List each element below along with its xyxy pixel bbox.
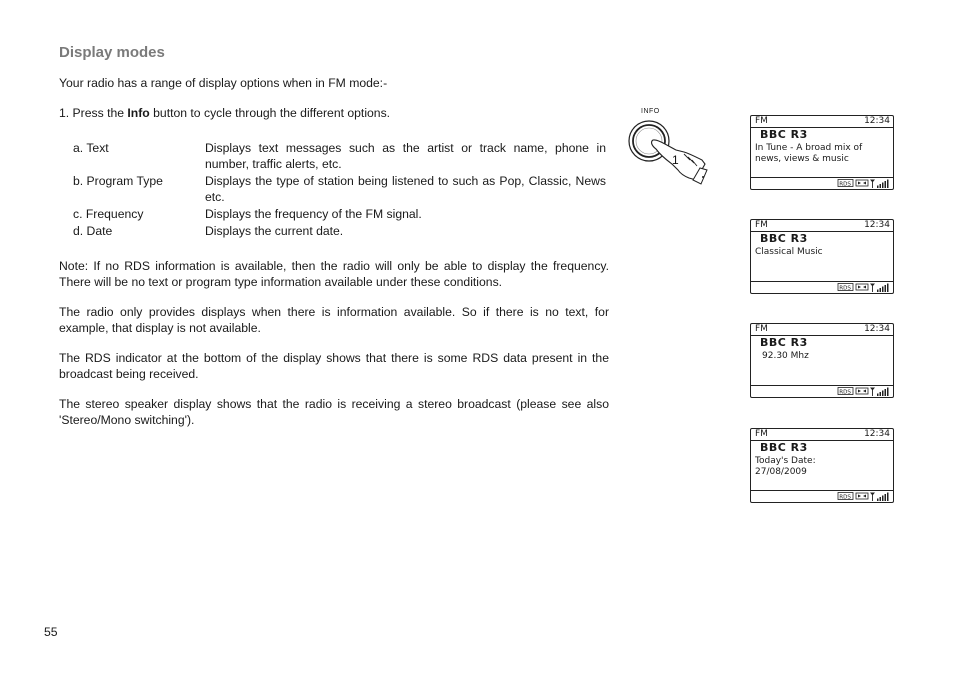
- lcd-display-program-type-mode: [750, 219, 894, 294]
- lcd-info-line-2: news, views & music: [755, 154, 849, 164]
- antenna-icon: [870, 493, 875, 502]
- lcd-info-line-1: Today's Date:: [755, 456, 816, 466]
- lcd-info-line-1: In Tune - A broad mix of: [755, 143, 863, 153]
- lcd-info-line-1: Classical Music: [755, 247, 823, 257]
- lcd-header: [751, 429, 893, 441]
- step-number-label: 1: [672, 153, 679, 167]
- info-keyword: Info: [127, 106, 150, 120]
- step-1-text: [59, 105, 609, 121]
- stereo-speaker-icon: [856, 284, 868, 290]
- lcd-clock: 12:34: [864, 220, 890, 230]
- lcd-clock: 12:34: [864, 324, 890, 334]
- page-number: 55: [44, 625, 58, 639]
- rds-label: RDS: [839, 389, 851, 396]
- step-1-suffix: button to cycle through the different options.: [149, 106, 391, 120]
- option-label-program-type: b. Program Type: [73, 174, 163, 188]
- lcd-status-icons: [837, 386, 891, 397]
- rds-icon: [838, 388, 853, 396]
- rds-label: RDS: [839, 181, 851, 188]
- option-desc-text: Displays text messages such as the artist or track name, phone in number, traffic alerts, etc.: [205, 141, 606, 171]
- lcd-status-icons: [837, 178, 891, 189]
- rds-icon: [838, 284, 853, 292]
- antenna-icon: [870, 180, 875, 189]
- lcd-info-text: [762, 351, 896, 362]
- lcd-header: [751, 324, 893, 336]
- lcd-info-text: [755, 456, 889, 478]
- lcd-info-text: [755, 143, 889, 165]
- option-desc-date: Displays the current date.: [205, 224, 344, 238]
- lcd-info-line-2: 27/08/2009: [755, 467, 807, 477]
- note-paragraph: Note: If no RDS information is available, then the radio will only be able to display the frequency. There will be no text or program type information available under these conditions.: [59, 259, 609, 289]
- option-label-date: d. Date: [73, 224, 113, 238]
- availability-paragraph: The radio only provides displays when there is information available. So if there is no text, for example, that display is not available.: [59, 305, 609, 335]
- info-button-icon: [628, 116, 710, 188]
- lcd-clock: 12:34: [864, 116, 890, 126]
- lcd-header: [751, 220, 893, 232]
- lcd-display-text-mode: [750, 115, 894, 190]
- lcd-status-icons: [837, 282, 891, 293]
- lcd-station-name: BBC R3: [760, 441, 808, 454]
- signal-strength-icon: [877, 284, 889, 293]
- lcd-mode-label: FM: [755, 220, 768, 230]
- hand-press-icon: [652, 140, 707, 184]
- lcd-station-name: BBC R3: [760, 128, 808, 141]
- rds-label: RDS: [839, 285, 851, 292]
- stereo-speaker-icon: [856, 180, 868, 186]
- lcd-station-name: BBC R3: [760, 336, 808, 349]
- lcd-mode-label: FM: [755, 324, 768, 334]
- option-desc-program-type: Displays the type of station being listened to such as Pop, Classic, News etc.: [205, 174, 606, 204]
- lcd-station-name: BBC R3: [760, 232, 808, 245]
- stereo-speaker-icon: [856, 388, 868, 394]
- lcd-display-frequency-mode: [750, 323, 894, 398]
- antenna-icon: [870, 284, 875, 293]
- lcd-clock: 12:34: [864, 429, 890, 439]
- lcd-header: [751, 116, 893, 128]
- antenna-icon: [870, 388, 875, 397]
- lcd-info-text: [755, 247, 889, 258]
- rds-label: RDS: [839, 494, 851, 501]
- signal-strength-icon: [877, 180, 889, 189]
- option-label-frequency: c. Frequency: [73, 207, 144, 221]
- signal-strength-icon: [877, 493, 889, 502]
- stereo-speaker-icon: [856, 493, 868, 499]
- option-label-text: a. Text: [73, 141, 109, 155]
- page-title: Display modes: [59, 44, 165, 61]
- rds-icon: [838, 493, 853, 501]
- stereo-paragraph: The stereo speaker display shows that the radio is receiving a stereo broadcast (please see also 'Stereo/Mono switching').: [59, 397, 609, 427]
- rds-paragraph: The RDS indicator at the bottom of the display shows that there is some RDS data present in the broadcast being received.: [59, 351, 609, 381]
- signal-strength-icon: [877, 388, 889, 397]
- rds-icon: [838, 180, 853, 188]
- lcd-mode-label: FM: [755, 429, 768, 439]
- step-1-prefix: 1. Press the: [59, 106, 128, 120]
- lcd-status-icons: [837, 491, 891, 502]
- lcd-info-line-1: 92.30 Mhz: [762, 351, 809, 361]
- info-button-label: INFO: [641, 108, 660, 115]
- intro-text: Your radio has a range of display options when in FM mode:-: [59, 76, 388, 90]
- lcd-mode-label: FM: [755, 116, 768, 126]
- lcd-display-date-mode: [750, 428, 894, 503]
- option-desc-frequency: Displays the frequency of the FM signal.: [205, 207, 422, 221]
